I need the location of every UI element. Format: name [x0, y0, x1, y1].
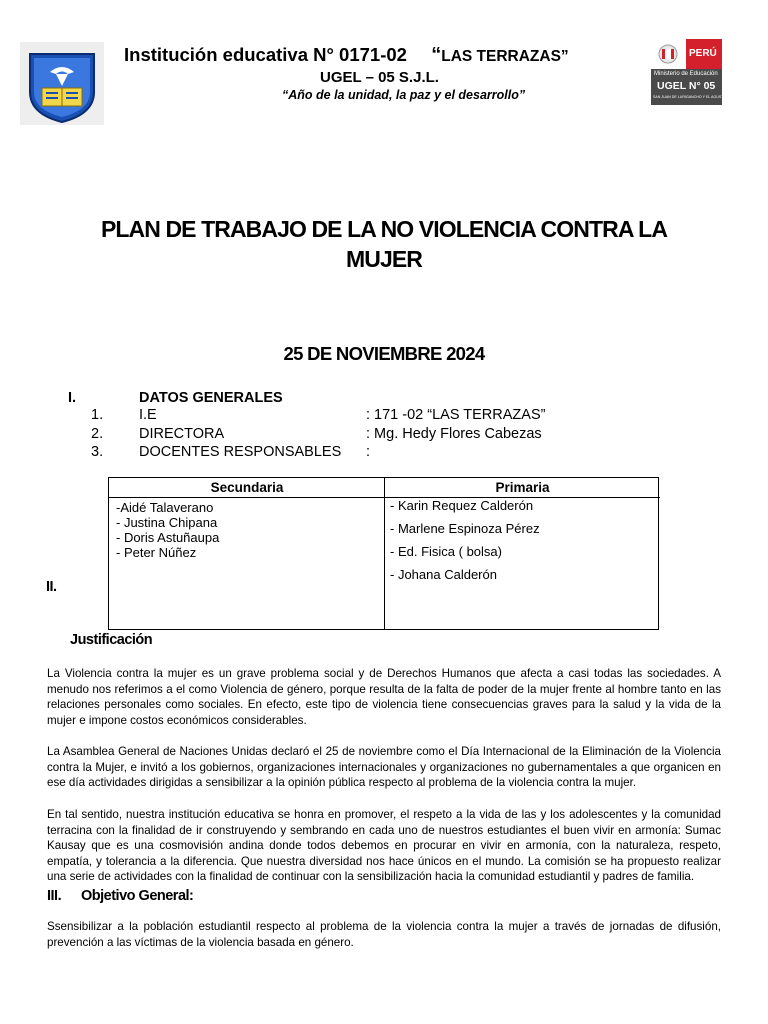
- primaria-item: - Marlene Espinoza Pérez: [390, 521, 540, 536]
- title-line-2: MUJER: [345, 246, 422, 272]
- document-title: [40, 214, 728, 274]
- primaria-item: - Ed. Fisica ( bolsa): [390, 544, 502, 559]
- dg-item-3-num: 3.: [91, 444, 104, 460]
- primaria-item: - Johana Calderón: [390, 567, 497, 582]
- institution-prefix: Institución educativa N° 0171-02: [124, 44, 407, 65]
- section-1-numeral: I.: [68, 390, 77, 406]
- motto-line: “Año de la unidad, la paz y el desarrollo”: [282, 88, 526, 102]
- ugel-label: UGEL N° 05: [657, 80, 716, 92]
- dg-item-1-label: I.E: [139, 407, 157, 423]
- section-2-numeral: II.: [46, 579, 57, 595]
- table-divider: [384, 478, 385, 629]
- table-header-secundaria: Secundaria: [109, 478, 385, 498]
- secundaria-item: - Justina Chipana: [116, 515, 218, 530]
- ugel-logo: [651, 39, 730, 105]
- dg-item-2-label: DIRECTORA: [139, 426, 225, 442]
- secundaria-item: - Doris Astuñaupa: [116, 530, 220, 545]
- objetivo-paragraph: Ssensibilizar a la población estudiantil respecto al problema de la violencia contra la mujer a través de jornadas de difusión, prevención a las víctimas de la violencia basada en género.: [47, 920, 721, 949]
- responsables-table: [108, 477, 659, 630]
- dg-item-2-value: : Mg. Hedy Flores Cabezas: [366, 426, 542, 442]
- primaria-item: - Karin Requez Calderón: [390, 498, 534, 513]
- dg-item-3-label: DOCENTES RESPONSABLES: [139, 444, 342, 460]
- institution-line: [124, 44, 569, 67]
- table-header-primaria: Primaria: [385, 478, 660, 498]
- section-3-heading: Objetivo General:: [81, 888, 194, 904]
- section-1-heading: DATOS GENERALES: [139, 390, 283, 406]
- secundaria-item: - Peter Núñez: [116, 545, 197, 560]
- title-line-1: PLAN DE TRABAJO DE LA NO VIOLENCIA CONTRA LA: [100, 216, 668, 242]
- section-3-numeral: III.: [47, 888, 62, 904]
- dg-item-2-num: 2.: [91, 426, 104, 442]
- peru-label: PERÚ: [689, 48, 717, 59]
- secundaria-item: -Aidé Talaverano: [116, 500, 214, 515]
- dg-item-1-value: : 171 -02 “LAS TERRAZAS”: [366, 407, 546, 423]
- school-logo: [20, 42, 104, 125]
- district-label: SAN JUAN DE LURIGANCHO Y EL AGUSTINO: [653, 95, 730, 99]
- dg-item-1-num: 1.: [91, 407, 104, 423]
- open-quote: “: [431, 44, 442, 66]
- dg-item-3-value: :: [366, 444, 371, 460]
- institution-name: LAS TERRAZAS”: [441, 48, 569, 65]
- justificacion-paragraph-1: La Violencia contra la mujer es un grave problema social y de Derechos Humanos que afecta a casi todas las sociedades. A menudo nos referimos a el como Violencia de género, porque resulta de la falta de poder de la mujer frente al hombre tanto en las relaciones personales como sociales. En efecto, este tipo de violencia tiene consecuencias graves para la salud y la vida de la mujer e impone costos económicos considerables.: [47, 667, 721, 727]
- justificacion-paragraph-2: La Asamblea General de Naciones Unidas declaró el 25 de noviembre como el Día Internacional de la Eliminación de la Violencia contra la Mujer, e invitó a los gobiernos, organizaciones internacionales y organizaciones no gubernamentales a que organicen en ese día actividades dirigidas a sensibilizar a la opinión pública respecto al problema de la violencia contra la mujer.: [47, 745, 721, 790]
- document-date: 25 DE NOVIEMBRE 2024: [283, 343, 485, 364]
- ministry-label: Ministerio de Educación: [654, 71, 718, 77]
- section-2-heading: Justificación: [70, 632, 153, 648]
- ugel-line: UGEL – 05 S.J.L.: [320, 69, 439, 86]
- justificacion-paragraph-3: En tal sentido, nuestra institución educativa se honra en promover, el respeto a la vida de las y los adolescentes y la comunidad terracina con la finalidad de ir construyendo y sembrando en cada uno de nuestros estudiantes el buen vivir en armonía: Sumac Kausay que es una cosmovisión andina donde todos debemos en procurar en vivir en armonía, con la naturaleza, respeto, empatía, y tolerancia a la diferencia. Que nuestra diversidad nos hace únicos en el mundo. La comisión se ha propuesto realizar una serie de actividades con la finalidad de continuar con la sensibilización hacia la comunidad estudiantil y padres de familia.: [47, 808, 721, 884]
